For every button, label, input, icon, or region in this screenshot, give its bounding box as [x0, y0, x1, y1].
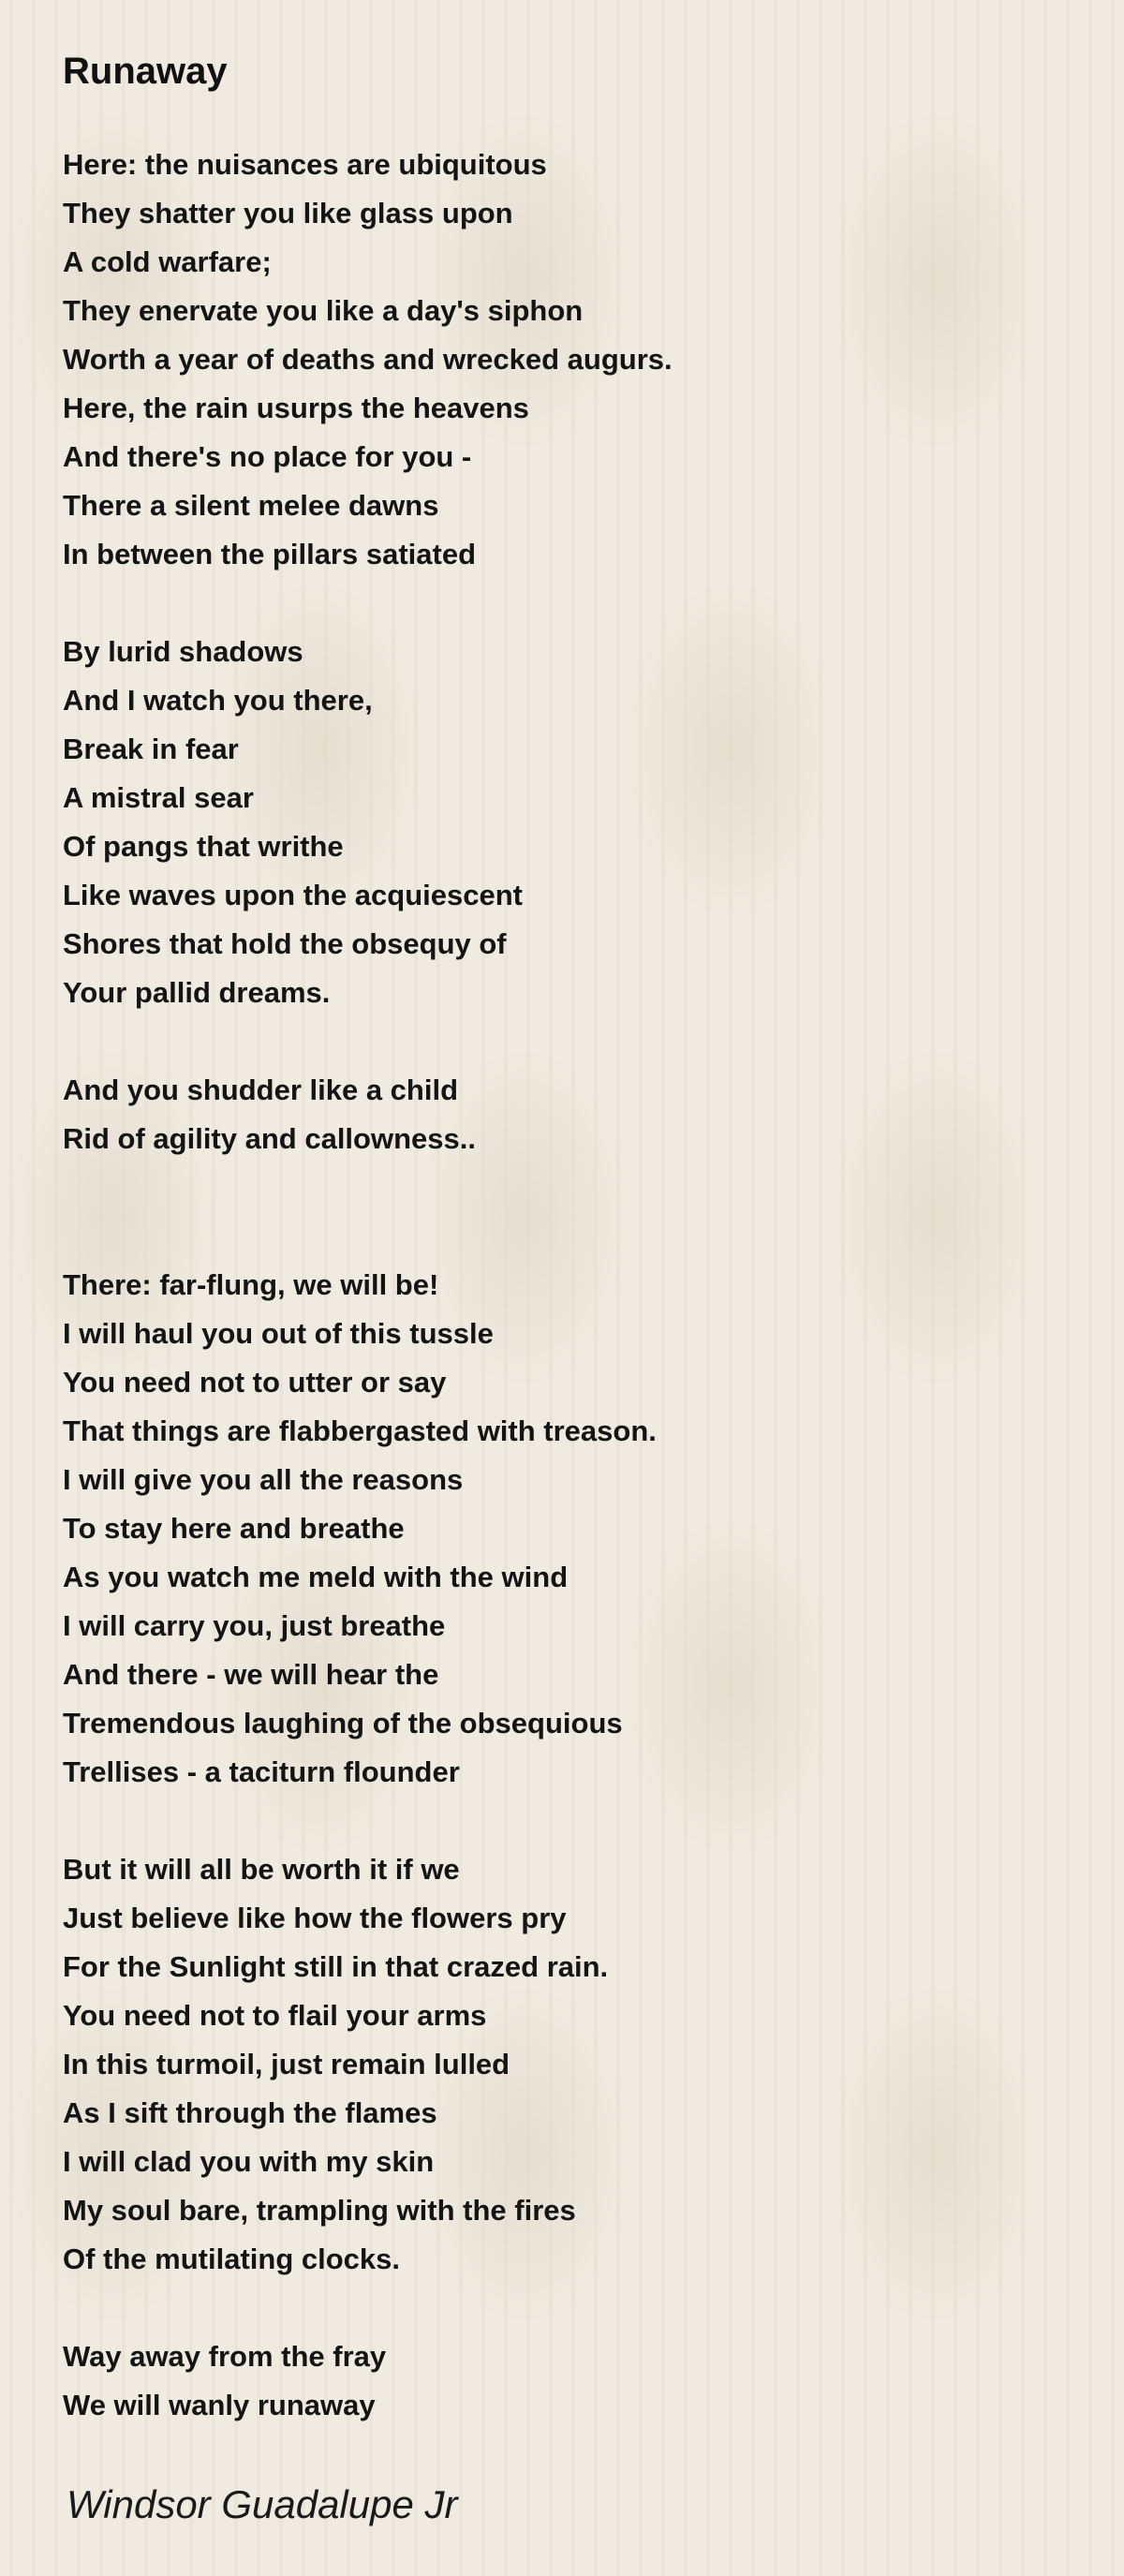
poem-line: I will carry you, just breathe: [63, 1609, 446, 1642]
poem-title: Runaway: [63, 51, 228, 92]
poem-line: In between the pillars satiated: [63, 538, 477, 570]
poem-line: My soul bare, trampling with the fires: [63, 2194, 576, 2227]
stanza-4: [63, 1261, 1093, 1797]
poem-line: You need not to utter or say: [63, 1366, 447, 1399]
poem-line: And you shudder like a child: [63, 1073, 459, 1106]
poem-line: Like waves upon the acquiescent: [63, 879, 523, 911]
poem-line: Rid of agility and callowness..: [63, 1122, 476, 1155]
poem-line: I will haul you out of this tussle: [63, 1317, 494, 1350]
poem-line: And there - we will hear the: [63, 1658, 439, 1691]
poem-body: [63, 141, 1093, 2479]
poem-line: By lurid shadows: [63, 635, 303, 668]
poem-author: Windsor Guadalupe Jr: [67, 2482, 458, 2526]
poem-line: They enervate you like a day's siphon: [63, 294, 584, 327]
poem-line: We will wanly runaway: [63, 2389, 376, 2421]
poem-line: Worth a year of deaths and wrecked augurs.: [63, 343, 673, 376]
poem-line: As I sift through the flames: [63, 2096, 437, 2129]
poem-line: That things are flabbergasted with treason.: [63, 1414, 657, 1447]
poem-line: There: far-flung, we will be!: [63, 1268, 439, 1301]
stanza-3: [63, 1066, 1093, 1163]
stanza-1: [63, 141, 1093, 579]
poem-line: You need not to flail your arms: [63, 1999, 487, 2032]
poem-line: Here, the rain usurps the heavens: [63, 392, 529, 424]
poem-line: And there's no place for you -: [63, 440, 472, 473]
poem-line: To stay here and breathe: [63, 1512, 405, 1545]
poem-line: For the Sunlight still in that crazed rain.: [63, 1950, 609, 1983]
poem-line: Trellises - a taciturn flounder: [63, 1755, 460, 1788]
poem-line: Here: the nuisances are ubiquitous: [63, 148, 547, 181]
poem-line: And I watch you there,: [63, 684, 373, 717]
stanza-6: [63, 2332, 1093, 2430]
poem-line: They shatter you like glass upon: [63, 197, 513, 229]
poem-line: Of pangs that writhe: [63, 830, 344, 863]
poem-line: Break in fear: [63, 733, 239, 765]
stanza-5: [63, 1845, 1093, 2284]
poem-line: Way away from the fray: [63, 2340, 387, 2373]
poem-line: Your pallid dreams.: [63, 976, 331, 1009]
poem-line: A mistral sear: [63, 781, 254, 814]
stanza-2: [63, 628, 1093, 1017]
poem-line: I will give you all the reasons: [63, 1463, 464, 1496]
poem-line: But it will all be worth it if we: [63, 1853, 460, 1886]
poem-line: I will clad you with my skin: [63, 2145, 435, 2178]
poem-line: Of the mutilating clocks.: [63, 2243, 400, 2275]
poem-line: A cold warfare;: [63, 245, 272, 278]
poem-line: Shores that hold the obsequy of: [63, 927, 507, 960]
poem-line: There a silent melee dawns: [63, 489, 439, 522]
poem-line: In this turmoil, just remain lulled: [63, 2048, 510, 2080]
poem-line: Tremendous laughing of the obsequious: [63, 1707, 623, 1740]
poem-line: Just believe like how the flowers pry: [63, 1902, 567, 1934]
poem-line: As you watch me meld with the wind: [63, 1561, 569, 1593]
